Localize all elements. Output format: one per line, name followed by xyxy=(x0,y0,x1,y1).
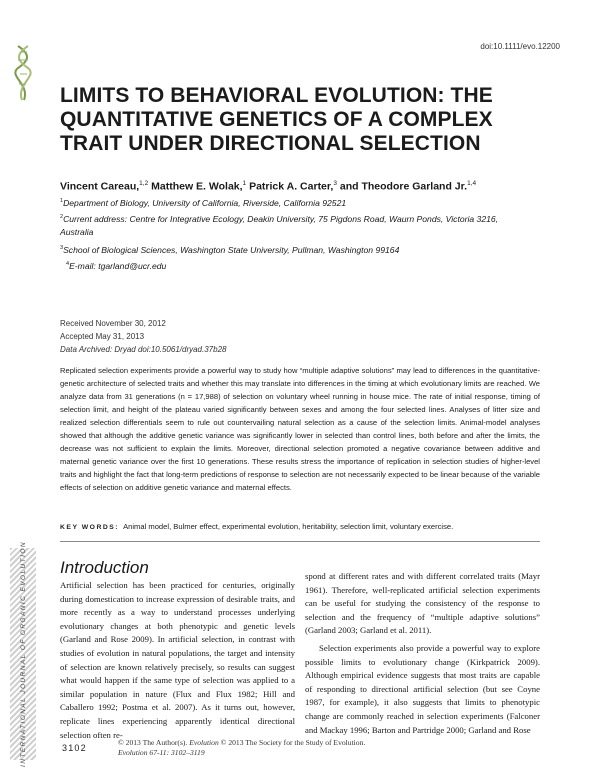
body-paragraph: Selection experiments also provide a powerful way to explore possible limits to evolutionary change (Kirkpatrick 2009). Although empirical evidence suggests that most traits are capable of responding to directional artificial selection (but see Coyne 1987, for example), it also suggests that limits to phenotypic change are commonly reached in selection experiments (Falconer and Mackay 1996; Barton and Partridge 2000; Garland and Rose xyxy=(305,642,540,735)
title-line: QUANTITATIVE GENETICS OF A COMPLEX xyxy=(60,108,493,131)
body-paragraph: spond at different rates and with different correlated traits (Mayr 1961). Therefore, well-replicated artificial selection experiments can be useful for studying the consistency of the response to selection and the frequency of “multiple adaptive solutions” (Garland 2003; Garland et al. 2011). xyxy=(305,571,540,636)
affiliation-text: Department of Biology, University of California, Riverside, California 92521 xyxy=(63,197,347,208)
body-column-left xyxy=(60,579,295,742)
copyright-suffix: © 2013 The Society for the Study of Evolution. xyxy=(218,738,366,747)
title-line: LIMITS TO BEHAVIORAL EVOLUTION: THE xyxy=(60,84,493,107)
author-name: Vincent Careau, xyxy=(60,180,140,193)
keywords xyxy=(60,522,540,531)
copyright-journal: Evolution xyxy=(189,738,219,747)
author-name: Matthew E. Wolak, xyxy=(148,180,243,193)
contact-email xyxy=(66,258,546,272)
keywords-label: KEY WORDS: xyxy=(60,524,120,531)
article-title xyxy=(60,84,540,156)
author-name: and Theodore Garland Jr. xyxy=(336,180,468,193)
title-line: TRAIT UNDER DIRECTIONAL SELECTION xyxy=(60,132,481,155)
affiliation-mark: 2 xyxy=(60,214,64,220)
section-divider xyxy=(60,541,540,542)
data-archived[interactable]: Data Archived: Dryad doi:10.5061/dryad.37b28 xyxy=(60,345,227,354)
affiliation xyxy=(60,195,540,209)
copyright-prefix: © 2013 The Author(s). xyxy=(118,738,190,747)
citation-journal: Evolution xyxy=(118,748,148,757)
author-name: Patrick A. Carter, xyxy=(246,180,334,193)
author-affiliation-mark: 1,4 xyxy=(467,180,477,187)
body-column-right xyxy=(305,570,540,737)
affiliation-text: Australia xyxy=(60,227,94,237)
journal-side-text: INTERNATIONAL JOURNAL OF ORGANIC EVOLUTION xyxy=(19,541,27,767)
affiliation-mark: 1 xyxy=(60,198,64,204)
body-paragraph: Artificial selection has been practiced for centuries, originally during domestication to increase expression of desirable traits, and more recently as a way to understand processes underlying evolutionary changes at both phenotypic and genetic levels (Garland and Rose 2009). In artificial selection, in contrast with studies of evolution in natural populations, the target and intensity of selection are known relatively precisely, so results can suggest what would happen if the same type of selection was applied to a similar population in nature (Flux and Flux 1982; Hill and Caballero 1992; Postma et al. 2007). As it turns out, however, replicate lines experiencing apparently identical directional selection often re- xyxy=(60,580,295,740)
doi-text: doi:10.1111/evo.12200 xyxy=(480,42,560,51)
affiliation-mark: 3 xyxy=(60,245,64,251)
publication-dates xyxy=(60,317,226,356)
affiliation-text: Current address: Centre for Integrative Ecology, Deakin University, 75 Pigdons Road, Waurn Ponds, Victoria 3216, xyxy=(63,213,499,224)
author-affiliation-mark: 3 xyxy=(333,180,337,187)
accepted-date: Accepted May 31, 2013 xyxy=(60,332,145,341)
email-text[interactable]: E-mail: tgarland@ucr.edu xyxy=(69,260,167,271)
keywords-text: Animal model, Bulmer effect, experimental evolution, heritability, selection limit, voluntary exercise. xyxy=(123,522,454,531)
received-date: Received November 30, 2012 xyxy=(60,319,166,328)
affiliation xyxy=(60,211,540,225)
affiliation xyxy=(60,226,540,238)
page-number: 3102 xyxy=(62,743,87,753)
affiliation-mark: 4 xyxy=(66,261,70,267)
footer-copyright xyxy=(118,738,365,758)
author-affiliation-mark: 1,2 xyxy=(139,180,149,187)
affiliation xyxy=(60,242,540,256)
affiliation-text: School of Biological Sciences, Washington State University, Pullman, Washington 99164 xyxy=(63,244,400,255)
dna-helix-icon xyxy=(14,44,34,102)
citation-volume: 67-11: 3102–3119 xyxy=(147,748,205,757)
abstract: Replicated selection experiments provide a powerful way to study how “multiple adaptive solutions” may lead to differences in the quantitative-genetic architecture of selected traits and whether this may translate into differences in the timing at which evolutionary limits are reached. We analyze data from 31 generations (n = 17,988) of selection on voluntary wheel running in house mice. The rate of initial response, timing of selection limit, and height of the plateau varied significantly between sexes and among the four selected lines. Analyses of litter size and realized selection differentials seem to rule out countervailing natural selection as a cause of the selection limits. Animal-model analyses showed that although the additive genetic variance was significantly lower in selected than control lines, both before and after the limits, the decrease was not sufficient to explain the limits. Moreover, directional selection promoted a negative covariance between additive and maternal genetic variance over the first 10 generations. These results stress the importance of replication in selection studies of higher-level traits and highlight the fact that long-term predictions of response to selection are not necessarily expected to be linear because of the variable effects of selection on additive genetic variance and maternal effects. xyxy=(60,366,540,492)
author-affiliation-mark: 1 xyxy=(242,180,247,187)
section-heading-introduction: Introduction xyxy=(60,558,149,577)
author-list xyxy=(60,180,560,193)
